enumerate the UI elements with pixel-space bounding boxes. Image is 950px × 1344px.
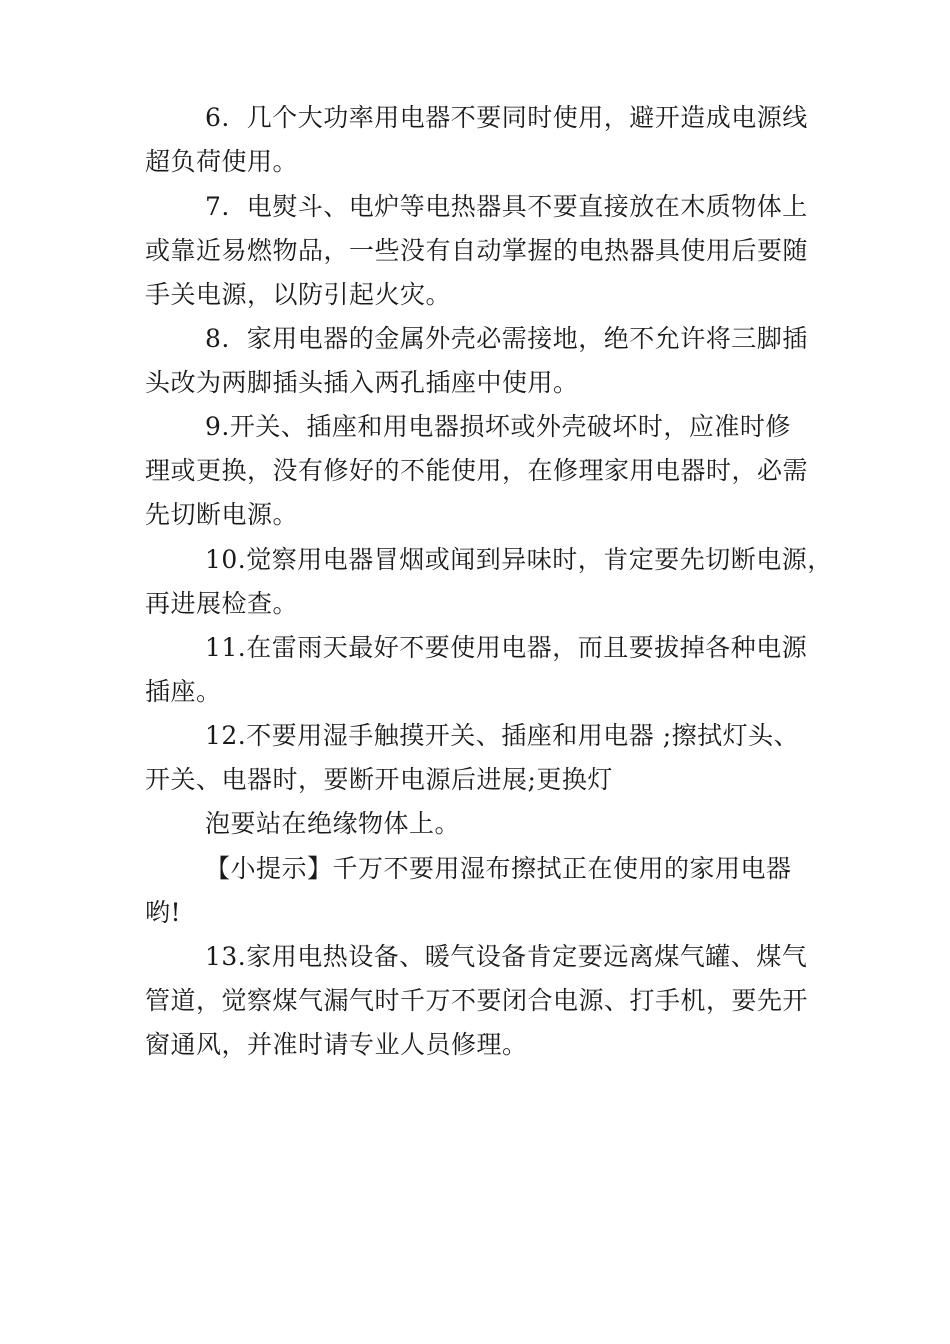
item-11-line-2: 插座。 xyxy=(145,677,222,706)
item-12-line-2: 开关、电器时，要断开电源后进展;更换灯 xyxy=(145,765,613,794)
item-10-line-2: 再进展检查。 xyxy=(145,589,299,618)
item-number: 8. xyxy=(205,324,230,353)
item-9-line-3: 先切断电源。 xyxy=(145,500,299,529)
item-7-line-1 xyxy=(205,192,808,222)
item-13-line-1 xyxy=(205,942,807,972)
item-8-line-2: 头改为两脚插头插入两孔插座中使用。 xyxy=(145,368,579,397)
tip-line-1: 【小提示】千万不要用湿布擦拭正在使用的家用电器 xyxy=(205,854,792,883)
paragraph-text: 觉察用电器冒烟或闻到异味时，肯定要先切断电源， xyxy=(246,545,833,574)
item-number: 10. xyxy=(205,545,247,574)
item-number: 12. xyxy=(205,721,247,750)
item-number: 7. xyxy=(205,192,230,221)
paragraph-text: 家用电热设备、暖气设备肯定要远离煤气罐、煤气 xyxy=(246,942,808,971)
item-10-line-1 xyxy=(205,545,833,575)
item-6-line-2: 超负荷使用。 xyxy=(145,147,299,176)
paragraph-text: 电熨斗、电炉等电热器具不要直接放在木质物体上 xyxy=(246,192,808,221)
item-11-line-1 xyxy=(205,633,807,663)
item-7-line-3: 手关电源，以防引起火灾。 xyxy=(145,280,452,309)
item-7-line-2: 或靠近易燃物品，一些没有自动掌握的电热器具使用后要随 xyxy=(145,236,809,265)
paragraph-text: 开关、插座和用电器损坏或外壳破坏时，应准时修 xyxy=(229,412,791,441)
item-9-line-1 xyxy=(205,412,791,442)
item-number: 11. xyxy=(205,633,247,662)
item-12-line-3: 泡要站在绝缘物体上。 xyxy=(205,809,461,838)
paragraph-text: 不要用湿手触摸开关、插座和用电器 ;擦拭灯头、 xyxy=(246,721,800,750)
item-8-line-1 xyxy=(205,324,808,354)
paragraph-text: 几个大功率用电器不要同时使用，避开造成电源线 xyxy=(246,103,808,132)
paragraph-text: 家用电器的金属外壳必需接地，绝不允许将三脚插 xyxy=(246,324,808,353)
item-6-line-1 xyxy=(205,103,808,133)
item-number: 13. xyxy=(205,942,247,971)
item-number: 6. xyxy=(205,103,230,132)
item-13-line-3: 窗通风，并准时请专业人员修理。 xyxy=(145,1030,528,1059)
item-number: 9. xyxy=(205,412,230,441)
item-12-line-1 xyxy=(205,721,799,751)
item-13-line-2: 管道，觉察煤气漏气时千万不要闭合电源、打手机，要先开 xyxy=(145,986,809,1015)
item-9-line-2: 理或更换，没有修好的不能使用，在修理家用电器时，必需 xyxy=(145,456,809,485)
tip-line-2: 哟! xyxy=(145,898,182,927)
paragraph-text: 在雷雨天最好不要使用电器，而且要拔掉各种电源 xyxy=(246,633,808,662)
